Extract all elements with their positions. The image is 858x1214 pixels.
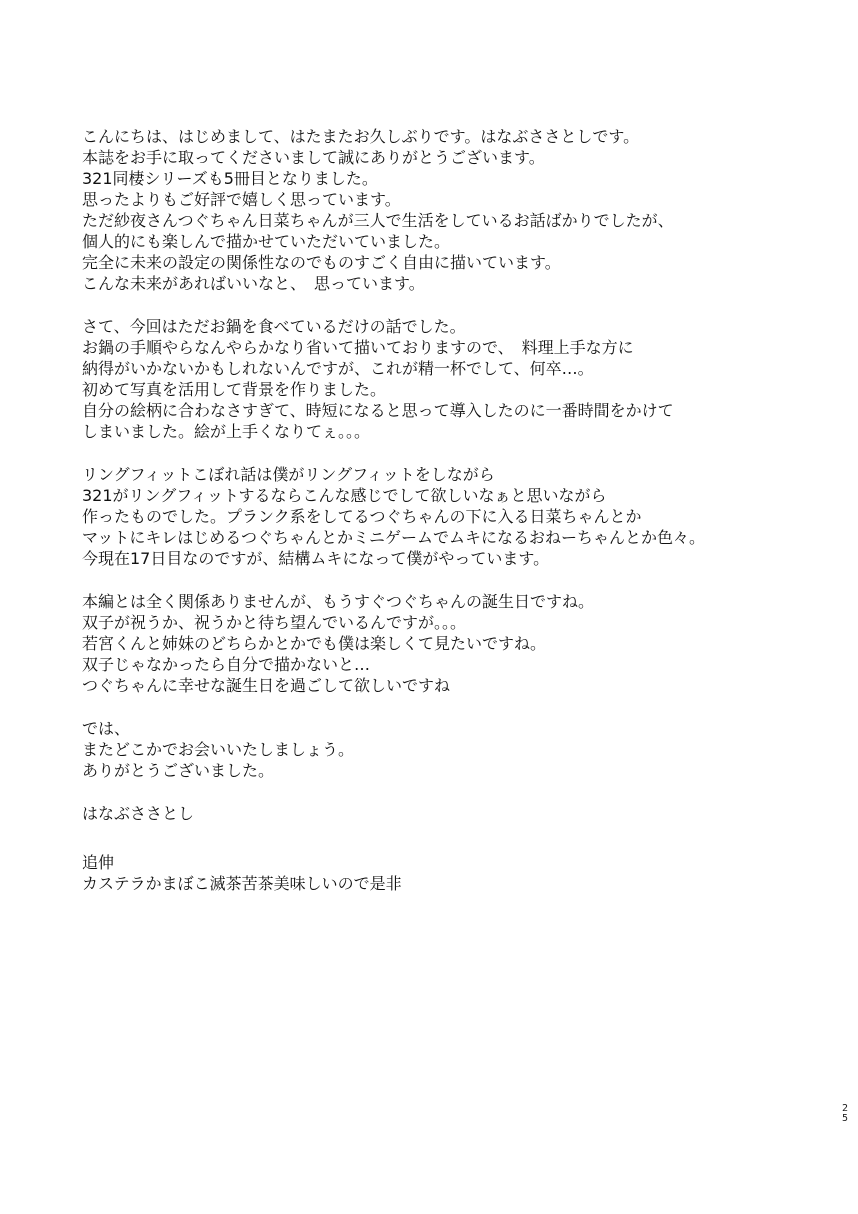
text-line: マットにキレはじめるつぐちゃんとかミニゲームでムキになるおねーちゃんとか色々。 [82,528,706,547]
text-line: ただ紗夜さんつぐちゃん日菜ちゃんが三人で生活をしているお話ばかりでしたが、 [82,211,674,230]
paragraph-closing [82,718,782,781]
paragraph-ringfit [82,464,782,569]
text-line: 本編とは全く関係ありませんが、もうすぐつぐちゃんの誕生日ですね。 [82,592,595,611]
text-line: 本誌をお手に取ってくださいまして誠にありがとうございます。 [82,148,545,167]
text-line: 初めて写真を活用して背景を作りました。 [82,380,387,399]
text-line: お鍋の手順やらなんやらかなり省いて描いておりますので、 料理上手な方に [82,338,634,357]
postscript-text: カステラかまぼこ滅茶苦茶美味しいので是非 [82,874,402,893]
postscript [82,852,782,894]
page-number-digit: 2 [841,1103,849,1114]
page-number [840,1104,850,1124]
text-line: リングフィットこぼれ話は僕がリングフィットをしながら [82,465,495,484]
text-line: しまいました。絵が上手くなりてぇ。。。 [82,422,371,441]
page-number-digit: 5 [841,1113,849,1124]
text-line: またどこかでお会いいたしましょう。 [82,740,355,759]
text-line: 若宮くんと姉妹のどちらかとかでも僕は楽しくて見たいですね。 [82,634,547,653]
text-line: 作ったものでした。プランク系をしてるつぐちゃんの下に入る日菜ちゃんとか [82,507,642,526]
text-line: 自分の絵柄に合わなさすぎて、時短になると思って導入したのに一番時間をかけて [82,401,674,420]
text-line: こんにちは、はじめまして、はたまたお久しぶりです。はなぶささとしです。 [82,127,640,146]
text-line: つぐちゃんに幸せな誕生日を過ごして欲しいですね [82,676,451,695]
text-line: 納得がいかないかもしれないんですが、これが精一杯でして、何卒…。 [82,359,594,378]
text-line: 321同棲シリーズも5冊目となりました。 [82,169,378,188]
text-line: 今現在17日目なのですが、結構ムキになって僕がやっています。 [82,549,550,568]
signature-text: はなぶささとし [82,804,195,823]
text-line: 個人的にも楽しんで描かせていただいていました。 [82,232,451,251]
paragraph-birthday [82,591,782,696]
postscript-heading: 追伸 [82,853,115,872]
text-line: では、 [82,719,131,738]
author-signature [82,803,782,824]
text-line: さて、今回はただお鍋を食べているだけの話でした。 [82,317,466,336]
afterword-text [82,126,782,916]
text-line: 双子が祝うか、祝うかと待ち望んでいるんですが。。。 [82,613,467,632]
text-line: 双子じゃなかったら自分で描かないと… [82,655,371,674]
paragraph-hotpot [82,316,782,442]
paragraph-greeting [82,126,782,294]
text-line: 321がリングフィットするならこんな感じでして欲しいなぁと思いながら [82,486,607,505]
text-line: ありがとうございました。 [82,761,275,780]
text-line: 思ったよりもご好評で嬉しく思っています。 [82,190,401,209]
text-line: こんな未来があればいいなと、 思っています。 [82,274,425,293]
text-line: 完全に未来の設定の関係性なのでものすごく自由に描いています。 [82,253,561,272]
